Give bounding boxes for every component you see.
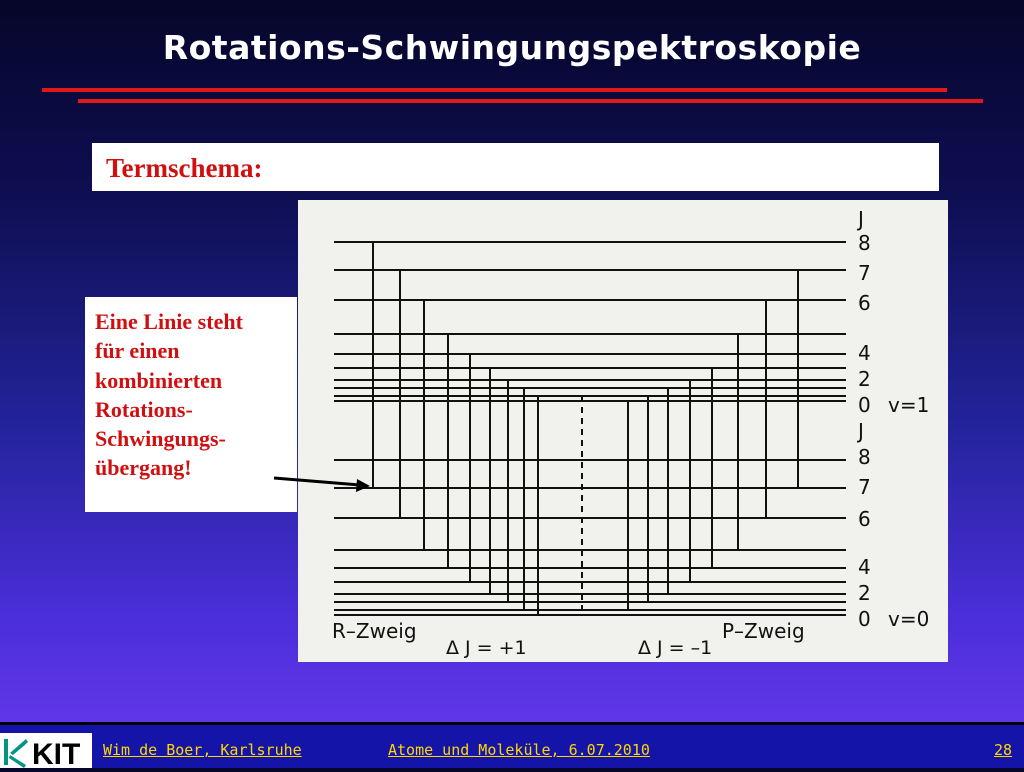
page-number: 28 (994, 741, 1013, 759)
annotation-line: Rotations- (95, 396, 193, 422)
annotation-line: Schwingungs- (95, 426, 226, 451)
lower-j-label: 0 (858, 607, 871, 631)
kit-logo (0, 733, 92, 768)
svg-text:KIT: KIT (32, 738, 81, 768)
annotation-line: Eine Linie steht (95, 309, 243, 334)
upper-j-label: 2 (858, 367, 871, 391)
lower-j-header: J (858, 419, 864, 443)
annotation-text (95, 307, 293, 483)
section-heading: Termschema: (106, 153, 263, 183)
upper-j-header: J (858, 207, 864, 231)
upper-state-label: v=1 (888, 393, 930, 417)
upper-j-label: 0 (858, 393, 871, 417)
upper-levels (334, 242, 846, 401)
heading-box (92, 143, 939, 191)
energy-level-diagram (298, 200, 948, 662)
lower-j-label: 4 (858, 555, 871, 579)
lower-j-label: 2 (858, 581, 871, 605)
lower-state-label: v=0 (888, 607, 930, 631)
annotation-line: übergang! (95, 455, 192, 481)
slide-title: Rotations-Schwingungspektroskopie (162, 28, 862, 67)
annotation-line: kombinierten (95, 367, 223, 393)
upper-j-label: 8 (858, 231, 871, 255)
delta-j-minus-label: Δ J = –1 (638, 637, 713, 659)
lower-j-label: 7 (858, 475, 871, 499)
kit-logo-icon (0, 733, 92, 768)
title-underline-top (42, 88, 947, 92)
p-branch-label: P–Zweig (722, 619, 805, 643)
title-underline-bottom (78, 99, 983, 103)
delta-j-plus-label: Δ J = +1 (446, 637, 527, 659)
footer-lecture: Atome und Moleküle, 6.07.2010 (388, 741, 650, 759)
annotation-line: für einen (95, 338, 180, 364)
upper-j-label: 7 (858, 261, 871, 285)
r-branch-transitions (373, 242, 538, 615)
footer-author: Wim de Boer, Karlsruhe (103, 741, 302, 759)
upper-j-label: 4 (858, 341, 871, 365)
lower-j-label: 6 (858, 507, 871, 531)
annotation-box (85, 297, 297, 512)
lower-j-label: 8 (858, 445, 871, 469)
p-branch-transitions (628, 270, 798, 610)
r-branch-label: R–Zweig (332, 619, 417, 643)
lower-levels (334, 460, 846, 615)
term-scheme-svg (298, 200, 948, 662)
upper-j-label: 6 (858, 291, 871, 315)
